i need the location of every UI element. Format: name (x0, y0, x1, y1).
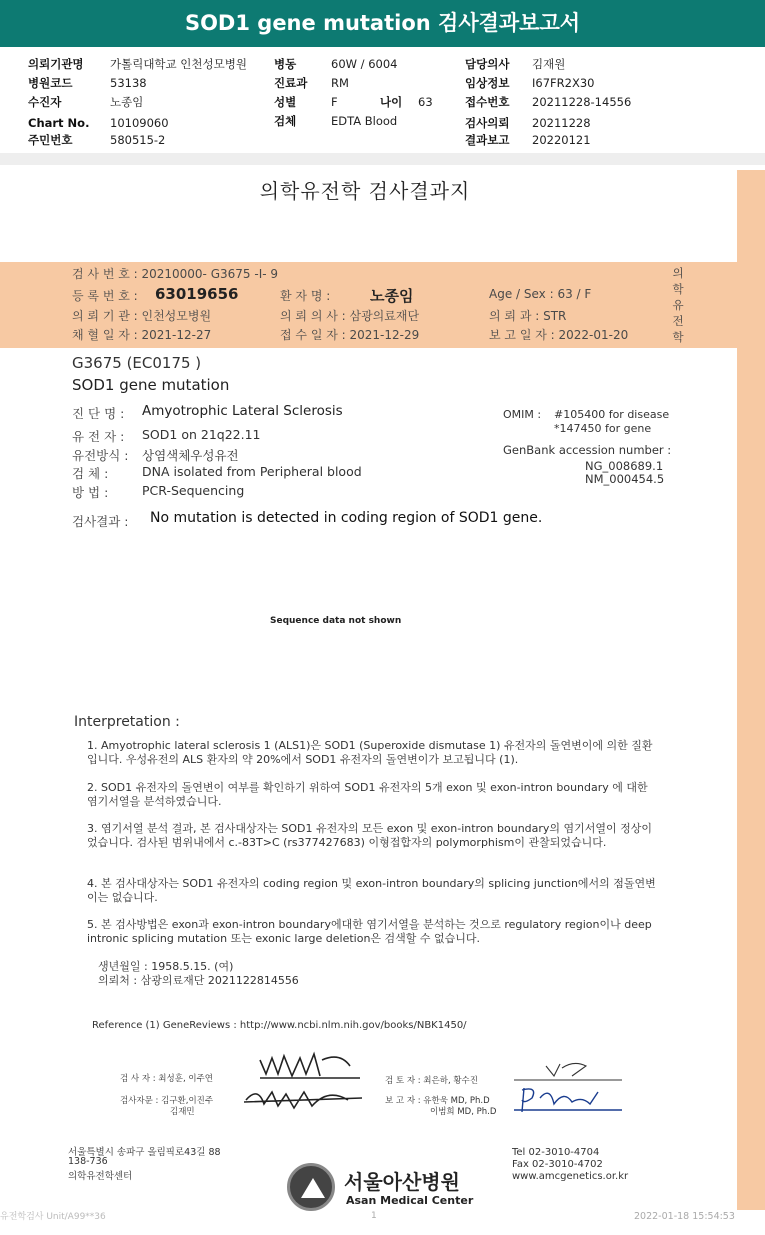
header-row: 접수번호 (465, 95, 510, 109)
report-title: SOD1 gene mutation 검사결과보고서 (0, 0, 765, 47)
interpretation-heading: Interpretation : (74, 714, 180, 730)
header-value: 20211228-14556 (532, 95, 632, 109)
examiner-signature (240, 1046, 365, 1086)
collection-date: 채 혈 일 자 : 2021-12-27 (72, 328, 212, 342)
result-label: 검사결과 : (72, 514, 129, 529)
patient-name: 노종임 (370, 287, 414, 305)
header-row: 의뢰기관명 (28, 57, 84, 71)
header-value: 53138 (110, 76, 147, 90)
page-number: 1 (371, 1211, 377, 1221)
asan-logo-icon (287, 1163, 335, 1211)
reporter-signature (510, 1082, 625, 1118)
reviewer-signature (510, 1058, 625, 1084)
header-value: RM (331, 76, 349, 90)
reference: Reference (1) GeneReviews : http://www.ncbi.nlm.nih.gov/books/NBK1450/ (92, 1020, 467, 1031)
header-value: 김재원 (532, 57, 566, 71)
postal-code: 138-736 (68, 1156, 108, 1167)
age-label: 나이 (380, 95, 403, 109)
registration-label: 등 록 번 호 : (72, 289, 138, 303)
address-line: 서울특별시 송파구 올림픽로43길 88 (68, 1147, 221, 1158)
age-sex: Age / Sex : 63 / F (489, 287, 592, 301)
requesting-doctor: 의 뢰 의 사 : 삼광의료재단 (280, 309, 420, 323)
reviewer: 검 토 자 : 최은하, 황수진 (385, 1076, 478, 1086)
header-row: 결과보고 (465, 133, 510, 147)
header-value: 60W / 6004 (331, 57, 398, 71)
gene-label: 유 전 자 : (72, 429, 125, 444)
header-row: 주민번호 (28, 133, 73, 147)
hospital-name-ko: 서울아산병원 (344, 1170, 460, 1194)
method-label: 방 법 : (72, 485, 109, 500)
header-row: 진료과 (274, 76, 308, 90)
interpretation-item: 5. 본 검사방법은 exon과 exon-intron boundary에대한 염기서열을 분석하는 것으로 regulatory region이나 deep intronic splicing mutation 또는 exonic large deletion은 검색할 수 없습니다. (87, 918, 652, 945)
omim-gene: *147450 for gene (554, 422, 652, 435)
reporter-2: 이범희 MD, Ph.D (430, 1107, 497, 1117)
header-value: 580515-2 (110, 133, 166, 147)
test-name: SOD1 gene mutation (72, 376, 230, 394)
header-row: 담당의사 (465, 57, 510, 71)
inheritance-label: 유전방식 : (72, 448, 129, 463)
department: 의 뢰 과 : STR (489, 309, 567, 323)
reporter: 보 고 자 : 유한욱 MD, Ph.D (385, 1096, 490, 1106)
diagnosis-value: Amyotrophic Lateral Sclerosis (142, 403, 343, 419)
technical-advisor: 검사자문 : 김구환,이진주 (120, 1096, 214, 1106)
specimen-label: 검 체 : (72, 466, 109, 481)
registration-number: 63019656 (155, 285, 239, 303)
sequence-note: Sequence data not shown (270, 616, 402, 626)
header-value: 노종임 (110, 95, 144, 109)
interpretation-item: 2. SOD1 유전자의 돌연변이 여부를 확인하기 위하여 SOD1 유전자의 5개 exon 및 exon-intron boundary 에 대한 염기서열을 분석하였습니다. (87, 781, 648, 808)
divider (0, 153, 765, 165)
method-value: PCR-Sequencing (142, 483, 245, 498)
examiner: 검 사 자 : 최성훈, 이주연 (120, 1074, 213, 1084)
header-value: F (331, 95, 338, 109)
gene-value: SOD1 on 21q22.11 (142, 427, 261, 442)
side-stripe (737, 170, 765, 1210)
hospital-name-en: Asan Medical Center (346, 1194, 474, 1207)
header-value: EDTA Blood (331, 114, 398, 128)
patient-name-label: 환 자 명 : (280, 289, 331, 303)
vertical-label: 의 학 유 전 학 (672, 266, 684, 344)
header-value: 10109060 (110, 116, 169, 130)
header-row: 병원코드 (28, 76, 73, 90)
referrer: 의뢰처 : 삼광의료재단 2021122814556 (98, 974, 299, 987)
interpretation-item: 4. 본 검사대상자는 SOD1 유전자의 coding region 및 exon-intron boundary의 splicing junction에서의 점돌연변이는 없습니다. (87, 877, 656, 904)
header-row: Chart No. (28, 116, 90, 130)
header-value: 20211228 (532, 116, 591, 130)
fax: Fax 02-3010-4702 (512, 1159, 603, 1170)
reported-date: 보 고 일 자 : 2022-01-20 (489, 328, 629, 342)
print-timestamp: 2022-01-18 15:54:53 (634, 1211, 735, 1222)
document-title: 의학유전학 검사결과지 (259, 179, 471, 203)
website: www.amcgenetics.or.kr (512, 1171, 629, 1182)
genbank-accession: NG_008689.1 (585, 459, 664, 473)
header-row: 임상정보 (465, 76, 510, 90)
inheritance-value: 상염색체우성유전 (142, 448, 239, 463)
received-date: 접 수 일 자 : 2021-12-29 (280, 328, 420, 342)
technical-advisor-2: 김재민 (170, 1107, 195, 1117)
result-value: No mutation is detected in coding region of SOD1 gene. (150, 510, 543, 526)
unit-code: 유전학검사 Unit/A99**36 (0, 1212, 106, 1222)
omim-disease: #105400 for disease (554, 408, 670, 421)
header-row: 검사의뢰 (465, 116, 510, 130)
interpretation-item: 3. 염기서열 분석 결과, 본 검사대상자는 SOD1 유전자의 모든 exon 및 exon-intron boundary의 염기서열이 정상이었습니다. 검사된 범위내에서 c.-83T>C (rs377427683) 이형접합자의 polymorphism이 관찰되었습니다. (87, 822, 653, 849)
header-value: I67FR2X30 (532, 76, 595, 90)
genbank-label: GenBank accession number : (503, 443, 672, 457)
interpretation-item: 1. Amyotrophic lateral sclerosis 1 (ALS1)은 SOD1 (Superoxide dismutase 1) 유전자의 돌연변이에 의한 질환입니다. 우성유전의 ALS 환자의 약 20%에서 SOD1 유전자의 돌연변이가 보고됩니다 (1). (87, 739, 653, 766)
header-row: 성별 (274, 95, 297, 109)
age-value: 63 (418, 95, 433, 109)
omim-label: OMIM : (503, 408, 542, 421)
diagnosis-label: 진 단 명 : (72, 406, 125, 421)
advisor-signature (238, 1082, 368, 1118)
specimen-value: DNA isolated from Peripheral blood (142, 464, 362, 479)
exam-number: 검 사 번 호 : 20210000- G3675 -I- 9 (72, 267, 279, 281)
genbank-accession: NM_000454.5 (585, 472, 665, 486)
header-value: 가톨릭대학교 인천성모병원 (110, 57, 247, 71)
header-row: 병동 (274, 57, 297, 71)
header-row: 검체 (274, 114, 297, 128)
header-value: 20220121 (532, 133, 591, 147)
test-code: G3675 (EC0175 ) (72, 354, 202, 372)
date-of-birth: 생년월일 : 1958.5.15. (여) (98, 960, 234, 973)
requesting-org: 의 뢰 기 관 : 인천성모병원 (72, 309, 212, 323)
header-row: 수진자 (28, 95, 62, 109)
telephone: Tel 02-3010-4704 (512, 1147, 600, 1158)
center-name: 의학유전학센터 (68, 1171, 133, 1182)
